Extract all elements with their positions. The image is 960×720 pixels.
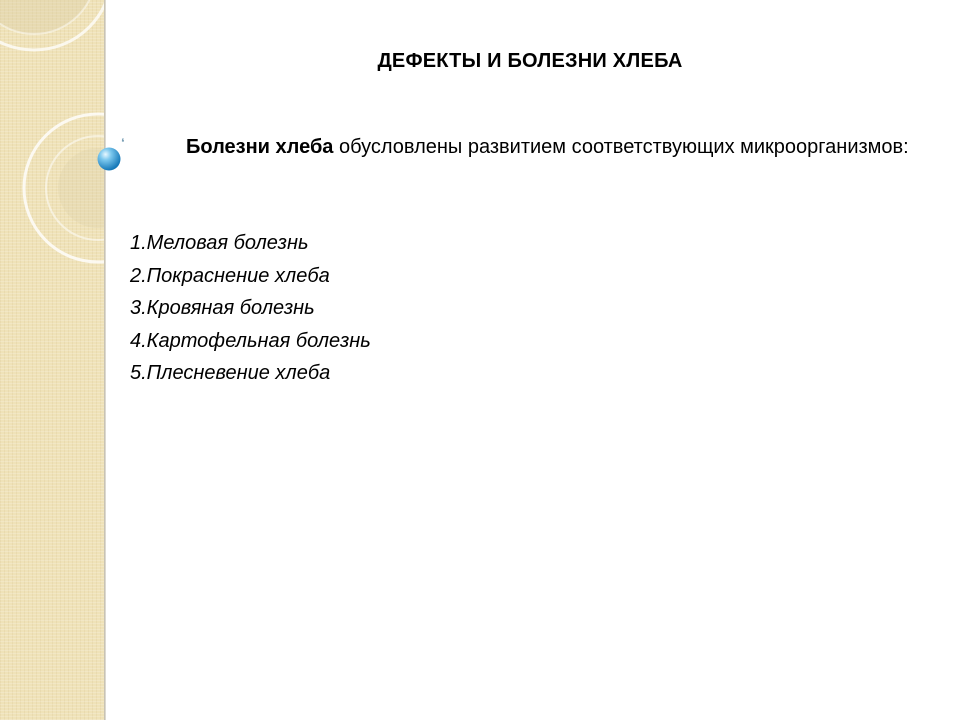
list-item: 2.Покраснение хлеба (130, 264, 330, 287)
list-item: 5.Плесневение хлеба (130, 362, 331, 384)
list-item: 1.Меловая болезнь (130, 232, 309, 254)
intro-term: Болезни хлеба (186, 136, 334, 158)
small-ring-icon: ❛ (121, 137, 125, 149)
sphere-bullet-icon (96, 146, 122, 172)
list-item: 4.Картофельная болезнь (130, 329, 371, 352)
band-edge (104, 0, 106, 720)
intro-paragraph (130, 131, 932, 164)
slide-title: ДЕФЕКТЫ И БОЛЕЗНИ ХЛЕБА (377, 50, 683, 72)
decorative-rings (0, 0, 106, 720)
list-item: 3.Кровяная болезнь (130, 297, 315, 319)
intro-text: обусловлены развитием соответствующих микроорганизмов: (333, 136, 909, 158)
diseases-list (130, 227, 371, 390)
decorative-side-band (0, 0, 106, 720)
